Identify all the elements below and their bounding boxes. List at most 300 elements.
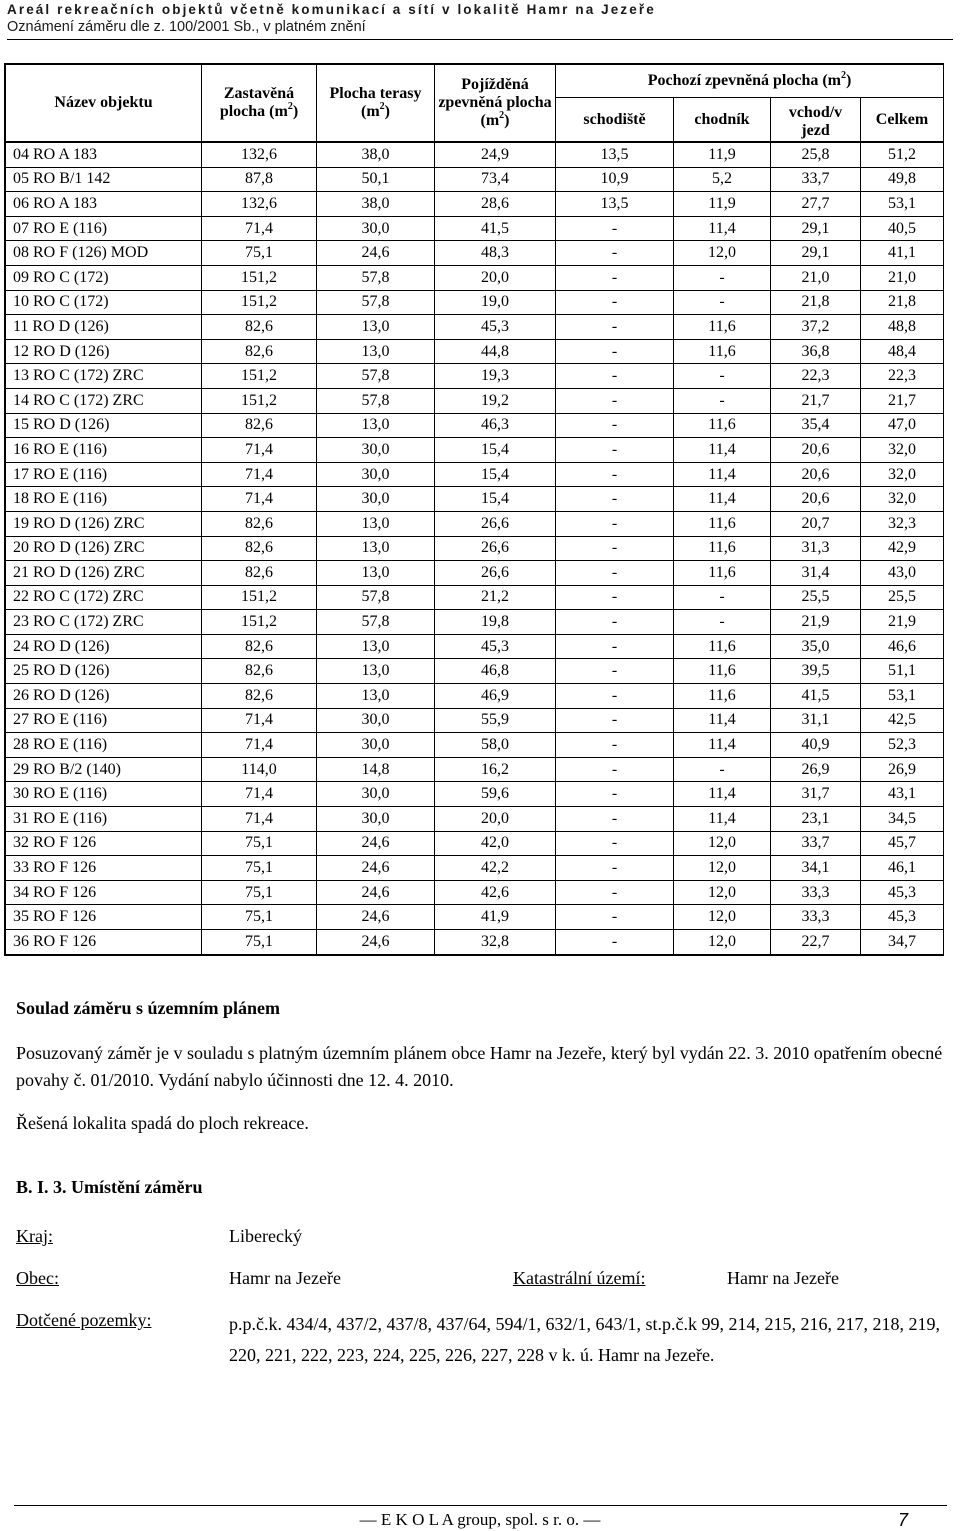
cell-built-area: 151,2	[202, 388, 317, 413]
cell-path: -	[674, 265, 771, 290]
cell-terrace: 24,6	[317, 880, 435, 905]
cell-built-area: 75,1	[202, 856, 317, 881]
cell-path: 11,6	[674, 413, 771, 438]
cell-stairs: -	[556, 610, 674, 635]
cell-drive-area: 19,8	[435, 610, 556, 635]
cell-name: 10 RO C (172)	[6, 290, 202, 315]
cell-total: 32,0	[861, 487, 944, 512]
cell-terrace: 57,8	[317, 585, 435, 610]
cell-total: 43,1	[861, 782, 944, 807]
cell-name: 11 RO D (126)	[6, 315, 202, 340]
cell-path: 11,6	[674, 536, 771, 561]
table-row	[6, 487, 944, 512]
cell-terrace: 57,8	[317, 610, 435, 635]
table-row	[6, 315, 944, 340]
col-header-path: chodník	[674, 98, 771, 143]
cell-path: 11,6	[674, 511, 771, 536]
cell-path: 12,0	[674, 856, 771, 881]
cell-built-area: 82,6	[202, 634, 317, 659]
cell-drive-area: 26,6	[435, 561, 556, 586]
cell-path: 11,9	[674, 142, 771, 167]
cell-drive-area: 19,2	[435, 388, 556, 413]
cell-drive-area: 46,3	[435, 413, 556, 438]
cell-path: 11,4	[674, 462, 771, 487]
cell-terrace: 24,6	[317, 831, 435, 856]
cell-terrace: 13,0	[317, 634, 435, 659]
cell-path: 11,4	[674, 487, 771, 512]
cell-built-area: 151,2	[202, 364, 317, 389]
cell-terrace: 24,6	[317, 905, 435, 930]
cell-total: 46,1	[861, 856, 944, 881]
table-row	[6, 708, 944, 733]
cell-stairs: -	[556, 880, 674, 905]
cell-drive-area: 46,8	[435, 659, 556, 684]
cell-stairs: -	[556, 684, 674, 709]
cell-built-area: 132,6	[202, 192, 317, 217]
cell-terrace: 30,0	[317, 733, 435, 758]
cell-drive-area: 21,2	[435, 585, 556, 610]
header-rule	[7, 39, 953, 40]
cell-drive-area: 24,9	[435, 142, 556, 167]
cell-total: 42,9	[861, 536, 944, 561]
cell-total: 47,0	[861, 413, 944, 438]
cell-total: 45,3	[861, 905, 944, 930]
table-row	[6, 634, 944, 659]
parcels-value: p.p.č.k. 434/4, 437/2, 437/8, 437/64, 594/1, 632/1, 643/1, st.p.č.k 99, 214, 215, 216, 217, 218, 219, 220, 221, 222, 223, 224, 225, 226, 227, 228 v k. ú. Hamr na Jezeře.	[229, 1314, 940, 1365]
footer-company: — E K O L A group, spol. s r. o. —	[359, 1510, 601, 1529]
cell-total: 51,2	[861, 142, 944, 167]
cell-total: 21,7	[861, 388, 944, 413]
cell-entry: 23,1	[771, 807, 861, 832]
col-header-built-area: Zastavěná plocha $(m^2)$	[202, 65, 317, 143]
cell-drive-area: 28,6	[435, 192, 556, 217]
cell-terrace: 57,8	[317, 364, 435, 389]
cell-name: 09 RO C (172)	[6, 265, 202, 290]
cell-stairs: -	[556, 364, 674, 389]
cell-entry: 31,4	[771, 561, 861, 586]
section-heading-location: B. I. 3. Umístění záměru	[16, 1177, 203, 1197]
cell-stairs: -	[556, 265, 674, 290]
cell-total: 43,0	[861, 561, 944, 586]
cell-drive-area: 26,6	[435, 536, 556, 561]
cell-entry: 31,3	[771, 536, 861, 561]
cell-path: 12,0	[674, 241, 771, 266]
cell-entry: 21,9	[771, 610, 861, 635]
cell-drive-area: 45,3	[435, 315, 556, 340]
cell-path: 5,2	[674, 167, 771, 192]
cell-stairs: 10,9	[556, 167, 674, 192]
cell-stairs: -	[556, 782, 674, 807]
cell-total: 21,8	[861, 290, 944, 315]
cell-stairs: -	[556, 561, 674, 586]
cell-total: 45,3	[861, 880, 944, 905]
cell-entry: 22,7	[771, 930, 861, 955]
cell-entry: 37,2	[771, 315, 861, 340]
table-row	[6, 438, 944, 463]
cell-entry: 39,5	[771, 659, 861, 684]
col-header-stairs: schodiště	[556, 98, 674, 143]
cell-drive-area: 58,0	[435, 733, 556, 758]
cell-drive-area: 41,5	[435, 216, 556, 241]
cell-name: 17 RO E (116)	[6, 462, 202, 487]
cell-entry: 21,0	[771, 265, 861, 290]
table-row	[6, 585, 944, 610]
cell-built-area: 71,4	[202, 708, 317, 733]
cell-built-area: 82,6	[202, 511, 317, 536]
cadastre-label: Katastrální území:	[513, 1268, 646, 1288]
table-row	[6, 782, 944, 807]
cell-path: -	[674, 585, 771, 610]
cell-name: 25 RO D (126)	[6, 659, 202, 684]
cell-stairs: -	[556, 511, 674, 536]
table-row	[6, 142, 944, 167]
cell-entry: 41,5	[771, 684, 861, 709]
cell-drive-area: 44,8	[435, 339, 556, 364]
cell-stairs: -	[556, 831, 674, 856]
table-row	[6, 930, 944, 955]
col-header-name: Název objektu	[6, 65, 202, 143]
cell-terrace: 38,0	[317, 142, 435, 167]
cell-entry: 31,7	[771, 782, 861, 807]
cell-terrace: 50,1	[317, 167, 435, 192]
cell-total: 32,0	[861, 462, 944, 487]
cell-name: 30 RO E (116)	[6, 782, 202, 807]
region-value: Liberecký	[229, 1226, 302, 1246]
cell-path: 11,4	[674, 733, 771, 758]
section-heading-plan: Soulad záměru s územním plánem	[16, 998, 281, 1018]
cell-stairs: -	[556, 462, 674, 487]
cell-path: 11,4	[674, 782, 771, 807]
cell-path: 11,6	[674, 634, 771, 659]
table-row	[6, 265, 944, 290]
cell-stairs: -	[556, 708, 674, 733]
cell-stairs: 13,5	[556, 142, 674, 167]
cell-terrace: 30,0	[317, 438, 435, 463]
cell-entry: 33,3	[771, 880, 861, 905]
cell-path: 11,4	[674, 438, 771, 463]
cell-name: 29 RO B/2 (140)	[6, 757, 202, 782]
cell-path: 11,6	[674, 684, 771, 709]
cell-total: 51,1	[861, 659, 944, 684]
cell-built-area: 71,4	[202, 807, 317, 832]
cell-total: 25,5	[861, 585, 944, 610]
cell-drive-area: 15,4	[435, 487, 556, 512]
cell-drive-area: 59,6	[435, 782, 556, 807]
cell-built-area: 71,4	[202, 487, 317, 512]
document-subtitle: Oznámení záměru dle z. 100/2001 Sb., v platném znění	[7, 19, 366, 35]
cell-path: 11,9	[674, 192, 771, 217]
cell-entry: 33,7	[771, 831, 861, 856]
cell-built-area: 75,1	[202, 241, 317, 266]
table-row	[6, 413, 944, 438]
cell-path: 12,0	[674, 831, 771, 856]
cell-drive-area: 20,0	[435, 807, 556, 832]
cell-terrace: 30,0	[317, 462, 435, 487]
table-row	[6, 807, 944, 832]
cell-terrace: 57,8	[317, 388, 435, 413]
cell-drive-area: 42,0	[435, 831, 556, 856]
cell-entry: 29,1	[771, 241, 861, 266]
cell-name: 32 RO F 126	[6, 831, 202, 856]
cell-total: 46,6	[861, 634, 944, 659]
areas-table-frame	[4, 63, 944, 956]
cell-stairs: -	[556, 438, 674, 463]
cell-built-area: 71,4	[202, 216, 317, 241]
cell-built-area: 132,6	[202, 142, 317, 167]
cell-name: 23 RO C (172) ZRC	[6, 610, 202, 635]
cell-entry: 22,3	[771, 364, 861, 389]
cell-total: 48,8	[861, 315, 944, 340]
table-row	[6, 241, 944, 266]
cell-name: 06 RO A 183	[6, 192, 202, 217]
table-row	[6, 905, 944, 930]
cell-path: 11,4	[674, 708, 771, 733]
cell-terrace: 24,6	[317, 856, 435, 881]
cell-terrace: 24,6	[317, 241, 435, 266]
cell-built-area: 82,6	[202, 684, 317, 709]
cell-drive-area: 42,6	[435, 880, 556, 905]
cell-drive-area: 32,8	[435, 930, 556, 955]
cell-stairs: -	[556, 216, 674, 241]
cell-stairs: -	[556, 930, 674, 955]
cell-entry: 25,5	[771, 585, 861, 610]
cell-stairs: -	[556, 733, 674, 758]
cell-stairs: -	[556, 659, 674, 684]
cell-total: 49,8	[861, 167, 944, 192]
cell-name: 19 RO D (126) ZRC	[6, 511, 202, 536]
cell-stairs: -	[556, 536, 674, 561]
cell-entry: 34,1	[771, 856, 861, 881]
areas-table	[5, 64, 944, 955]
cell-drive-area: 55,9	[435, 708, 556, 733]
cell-entry: 21,8	[771, 290, 861, 315]
table-row	[6, 561, 944, 586]
table-row	[6, 733, 944, 758]
col-group-walk-area: Pochozí zpevněná plocha $(m^2)$	[556, 65, 944, 98]
table-row	[6, 364, 944, 389]
cell-drive-area: 48,3	[435, 241, 556, 266]
cell-path: 12,0	[674, 880, 771, 905]
cell-total: 34,7	[861, 930, 944, 955]
table-row	[6, 831, 944, 856]
document-title: Areál rekreačních objektů včetně komunikací a sítí v lokalitě Hamr na Jezeře	[7, 2, 656, 17]
cell-built-area: 151,2	[202, 585, 317, 610]
cell-stairs: -	[556, 241, 674, 266]
cell-built-area: 114,0	[202, 757, 317, 782]
cell-terrace: 30,0	[317, 487, 435, 512]
table-row	[6, 856, 944, 881]
cell-terrace: 24,6	[317, 930, 435, 955]
table-row	[6, 388, 944, 413]
parcels-label: Dotčené pozemky:	[16, 1310, 152, 1330]
cell-drive-area: 15,4	[435, 438, 556, 463]
cell-drive-area: 41,9	[435, 905, 556, 930]
cell-drive-area: 19,0	[435, 290, 556, 315]
cell-total: 32,0	[861, 438, 944, 463]
cell-entry: 40,9	[771, 733, 861, 758]
cell-built-area: 82,6	[202, 315, 317, 340]
cell-entry: 35,0	[771, 634, 861, 659]
cell-stairs: -	[556, 807, 674, 832]
table-row	[6, 610, 944, 635]
cell-name: 15 RO D (126)	[6, 413, 202, 438]
cell-name: 07 RO E (116)	[6, 216, 202, 241]
cell-name: 20 RO D (126) ZRC	[6, 536, 202, 561]
cell-total: 21,9	[861, 610, 944, 635]
col-header-drive-area: Pojížděná zpevněná plocha $(m^2)$	[435, 65, 556, 143]
cell-terrace: 30,0	[317, 708, 435, 733]
cell-name: 13 RO C (172) ZRC	[6, 364, 202, 389]
cell-terrace: 13,0	[317, 511, 435, 536]
page-header	[7, 2, 953, 37]
cell-entry: 20,6	[771, 438, 861, 463]
cell-path: 12,0	[674, 930, 771, 955]
cell-total: 42,5	[861, 708, 944, 733]
col-header-entry: vchod/v jezd	[771, 98, 861, 143]
cell-entry: 20,7	[771, 511, 861, 536]
cell-drive-area: 46,9	[435, 684, 556, 709]
table-row	[6, 684, 944, 709]
cell-stairs: -	[556, 388, 674, 413]
cell-path: -	[674, 757, 771, 782]
table-row	[6, 192, 944, 217]
cell-drive-area: 45,3	[435, 634, 556, 659]
cell-drive-area: 15,4	[435, 462, 556, 487]
cell-total: 40,5	[861, 216, 944, 241]
cell-stairs: -	[556, 413, 674, 438]
cell-terrace: 13,0	[317, 536, 435, 561]
cell-stairs: -	[556, 339, 674, 364]
cell-entry: 26,9	[771, 757, 861, 782]
cell-built-area: 82,6	[202, 659, 317, 684]
cell-path: 11,6	[674, 315, 771, 340]
cell-terrace: 57,8	[317, 265, 435, 290]
table-row	[6, 757, 944, 782]
table-row	[6, 167, 944, 192]
cell-built-area: 82,6	[202, 561, 317, 586]
cell-name: 26 RO D (126)	[6, 684, 202, 709]
cell-total: 34,5	[861, 807, 944, 832]
cell-terrace: 13,0	[317, 684, 435, 709]
cell-built-area: 71,4	[202, 462, 317, 487]
cell-terrace: 14,8	[317, 757, 435, 782]
cell-total: 26,9	[861, 757, 944, 782]
cell-name: 04 RO A 183	[6, 142, 202, 167]
cell-name: 28 RO E (116)	[6, 733, 202, 758]
cell-entry: 35,4	[771, 413, 861, 438]
cell-drive-area: 20,0	[435, 265, 556, 290]
table-row	[6, 462, 944, 487]
cell-path: 11,6	[674, 339, 771, 364]
plan-note: Řešená lokalita spadá do ploch rekreace.	[16, 1113, 309, 1133]
cell-path: 11,4	[674, 216, 771, 241]
cell-stairs: -	[556, 585, 674, 610]
cell-built-area: 82,6	[202, 339, 317, 364]
cell-terrace: 13,0	[317, 561, 435, 586]
cell-stairs: -	[556, 487, 674, 512]
cell-path: -	[674, 610, 771, 635]
cell-name: 34 RO F 126	[6, 880, 202, 905]
cell-name: 27 RO E (116)	[6, 708, 202, 733]
cell-entry: 20,6	[771, 487, 861, 512]
cell-total: 52,3	[861, 733, 944, 758]
cadastre-value: Hamr na Jezeře	[727, 1268, 839, 1288]
cell-entry: 33,7	[771, 167, 861, 192]
cell-total: 21,0	[861, 265, 944, 290]
cell-built-area: 82,6	[202, 536, 317, 561]
cell-terrace: 13,0	[317, 339, 435, 364]
cell-name: 35 RO F 126	[6, 905, 202, 930]
cell-terrace: 13,0	[317, 659, 435, 684]
cell-drive-area: 42,2	[435, 856, 556, 881]
cell-name: 22 RO C (172) ZRC	[6, 585, 202, 610]
cell-name: 31 RO E (116)	[6, 807, 202, 832]
plan-paragraph: Posuzovaný záměr je v souladu s platným územním plánem obce Hamr na Jezeře, který byl vydán 22. 3. 2010 opatřením obecné povahy č. 01/2010. Vydání nabylo účinnosti dne 12. 4. 2010.	[16, 1043, 943, 1090]
cell-path: -	[674, 364, 771, 389]
municipality-value: Hamr na Jezeře	[229, 1268, 341, 1288]
cell-built-area: 71,4	[202, 733, 317, 758]
cell-built-area: 151,2	[202, 265, 317, 290]
page-number: 7	[898, 1510, 909, 1530]
cell-total: 22,3	[861, 364, 944, 389]
table-row	[6, 511, 944, 536]
cell-name: 08 RO F (126) MOD	[6, 241, 202, 266]
cell-path: -	[674, 290, 771, 315]
cell-built-area: 75,1	[202, 930, 317, 955]
cell-built-area: 75,1	[202, 905, 317, 930]
cell-total: 53,1	[861, 684, 944, 709]
cell-built-area: 151,2	[202, 290, 317, 315]
cell-name: 36 RO F 126	[6, 930, 202, 955]
cell-terrace: 30,0	[317, 807, 435, 832]
cell-path: 11,6	[674, 561, 771, 586]
cell-terrace: 30,0	[317, 782, 435, 807]
table-row	[6, 339, 944, 364]
table-row	[6, 536, 944, 561]
areas-table-body	[6, 142, 944, 954]
footer-rule	[14, 1505, 947, 1506]
cell-name: 21 RO D (126) ZRC	[6, 561, 202, 586]
cell-name: 24 RO D (126)	[6, 634, 202, 659]
cell-path: 12,0	[674, 905, 771, 930]
cell-stairs: -	[556, 856, 674, 881]
cell-built-area: 71,4	[202, 438, 317, 463]
cell-path: -	[674, 388, 771, 413]
cell-built-area: 71,4	[202, 782, 317, 807]
cell-built-area: 87,8	[202, 167, 317, 192]
cell-total: 32,3	[861, 511, 944, 536]
cell-entry: 25,8	[771, 142, 861, 167]
cell-stairs: 13,5	[556, 192, 674, 217]
cell-built-area: 75,1	[202, 831, 317, 856]
cell-drive-area: 16,2	[435, 757, 556, 782]
col-header-total: Celkem	[861, 98, 944, 143]
cell-terrace: 57,8	[317, 290, 435, 315]
cell-entry: 20,6	[771, 462, 861, 487]
cell-terrace: 38,0	[317, 192, 435, 217]
cell-drive-area: 26,6	[435, 511, 556, 536]
table-row	[6, 659, 944, 684]
cell-name: 12 RO D (126)	[6, 339, 202, 364]
cell-terrace: 30,0	[317, 216, 435, 241]
cell-built-area: 151,2	[202, 610, 317, 635]
cell-path: 11,6	[674, 659, 771, 684]
cell-total: 45,7	[861, 831, 944, 856]
cell-name: 33 RO F 126	[6, 856, 202, 881]
region-label: Kraj:	[16, 1226, 53, 1246]
municipality-label: Obec:	[16, 1268, 59, 1288]
cell-total: 48,4	[861, 339, 944, 364]
